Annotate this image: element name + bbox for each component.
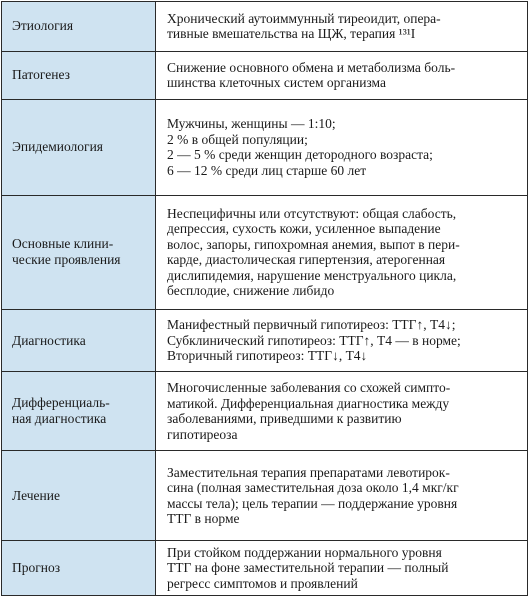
- hypothyroidism-table: [1, 1, 528, 596]
- row-label-clinical: Основные клини- ческие проявления: [2, 196, 156, 310]
- row-label-treatment: Лечение: [2, 451, 156, 541]
- row-value-differential: Многочисленные заболевания со схожей симпто- матикой. Дифференциальная диагностика между заболеваниями, приведшими к развитию гипотиреоза: [156, 372, 527, 451]
- row-value-pathogenesis: Снижение основного обмена и метаболизма боль- шинства клеточных систем организма: [156, 52, 527, 100]
- row-value-prognosis: При стойком поддержании нормального уровня ТТГ на фоне заместительной терапии — полный регресс симптомов и проявлений: [167, 544, 449, 591]
- row-value-epidemiology: Мужчины, женщины — 1:10; 2 % в общей популяции; 2 — 5 % среди женщин детородного возраста; 6 — 12 % среди лиц старше 60 лет: [156, 100, 527, 196]
- row-value-diagnostics: Манифестный первичный гипотиреоз: ТТГ↑, Т4↓; Субклинический гипотиреоз: ТТГ↑, Т4 — в норме; Вторичный гипотиреоз: ТТГ↓, Т4↓: [156, 310, 527, 372]
- row-value-clinical: Неспецифичны или отсутствуют: общая слабость, депрессия, сухость кожи, усиленное выпадение волос, запоры, гипохромная анемия, выпот в пери- карде, диастолическая гипертензия, атерогенная дислипидемия, нарушение менструального цикла, бесплодие, снижение либидо: [156, 196, 527, 310]
- row-value-etiology: Хронический аутоиммунный тиреоидит, опера- тивные вмешательства на ЩЖ, терапия ¹³¹I: [156, 2, 527, 52]
- row-label-differential: Дифференциаль- ная диагностика: [2, 372, 156, 451]
- row-label-diagnostics: Диагностика: [2, 310, 156, 372]
- row-value-treatment: Заместительная терапия препаратами левотирок- сина (полная заместительная доза около 1,4 мкг/кг массы тела); цель терапии — поддержание уровня ТТГ в норме: [156, 451, 527, 541]
- row-label-pathogenesis: Патогенез: [2, 52, 156, 100]
- row-label-epidemiology: Эпидемиология: [2, 100, 156, 196]
- row-label-etiology: Этиология: [2, 2, 156, 52]
- row-label-prognosis: Прогноз: [2, 541, 156, 595]
